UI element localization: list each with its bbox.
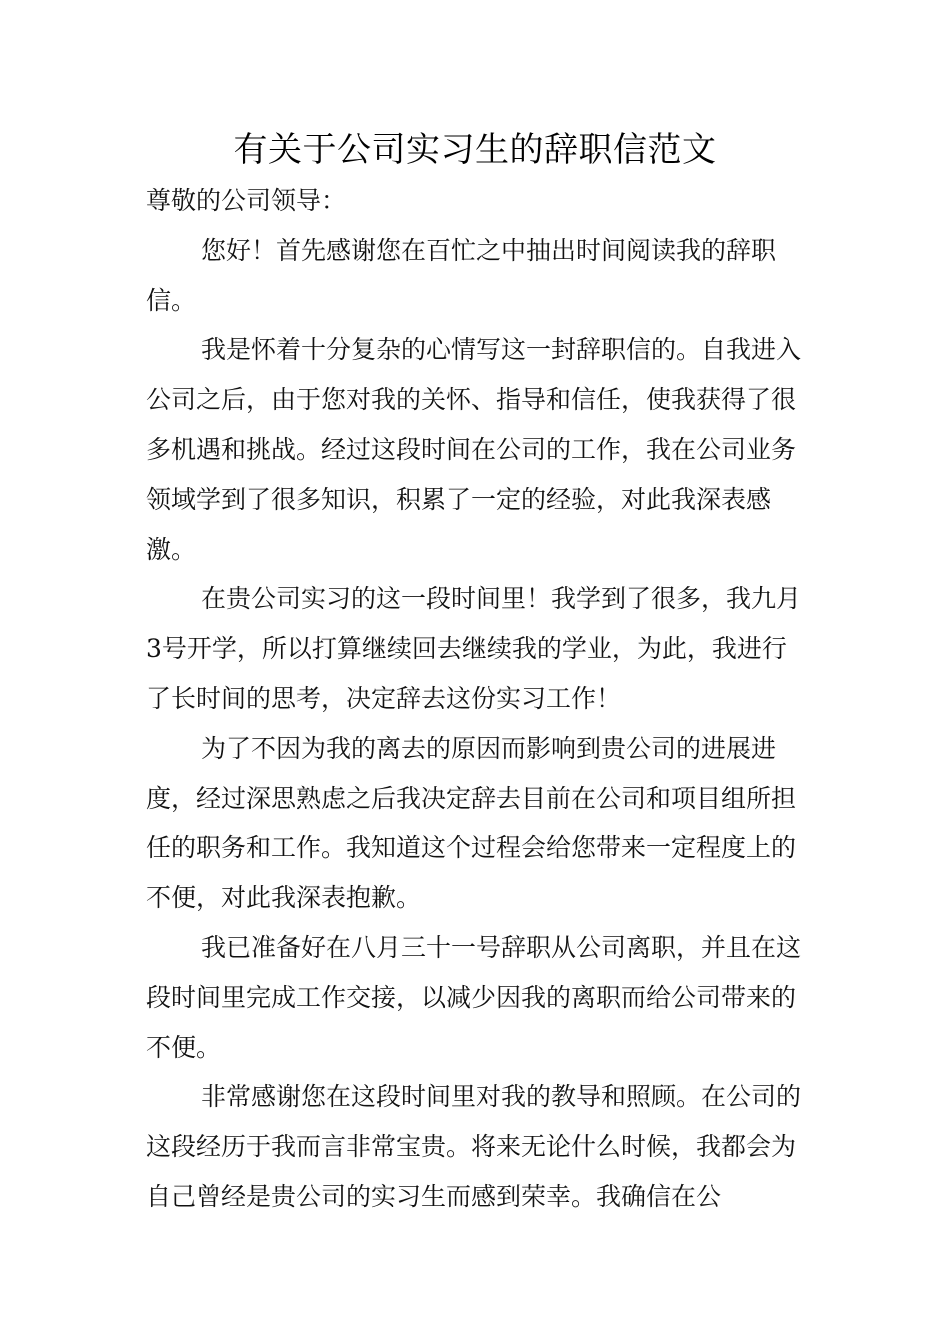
document-title: 有关于公司实习生的辞职信范文 (233, 130, 717, 170)
paragraph-decision: 为了不因为我的离去的原因而影响到贵公司的进展进度，经过深思熟虑之后我决定辞去目前在公司和项目组所担任的职务和工作。我知道这个过程会给您带来一定程度上的不便，对此我深表抱歉。 (146, 733, 797, 913)
letter-body (146, 176, 808, 1222)
salutation: 尊敬的公司领导： (146, 186, 347, 215)
paragraph-gratitude: 我是怀着十分复杂的心情写这一封辞职信的。自我进入公司之后，由于您对我的关怀、指导和信任，使我获得了很多机遇和挑战。经过这段时间在公司的工作，我在公司业务领域学到了很多知识，积累了一定的经验，对此我深表感激。 (146, 335, 802, 564)
paragraph-reason: 在贵公司实习的这一段时间里！我学到了很多，我九月3号开学，所以打算继续回去继续我的学业，为此，我进行了长时间的思考，决定辞去这份实习工作！ (146, 584, 802, 713)
paragraph-handover: 我已准备好在八月三十一号辞职从公司离职，并且在这段时间里完成工作交接，以减少因我的离职而给公司带来的不便。 (146, 932, 802, 1062)
paragraph-thanks: 非常感谢您在这段时间里对我的教导和照顾。在公司的这段经历于我而言非常宝贵。将来无论什么时候，我都会为自己曾经是贵公司的实习生而感到荣幸。我确信在公 (146, 1082, 802, 1211)
paragraph-greeting: 您好！首先感谢您在百忙之中抽出时间阅读我的辞职信。 (146, 235, 777, 315)
